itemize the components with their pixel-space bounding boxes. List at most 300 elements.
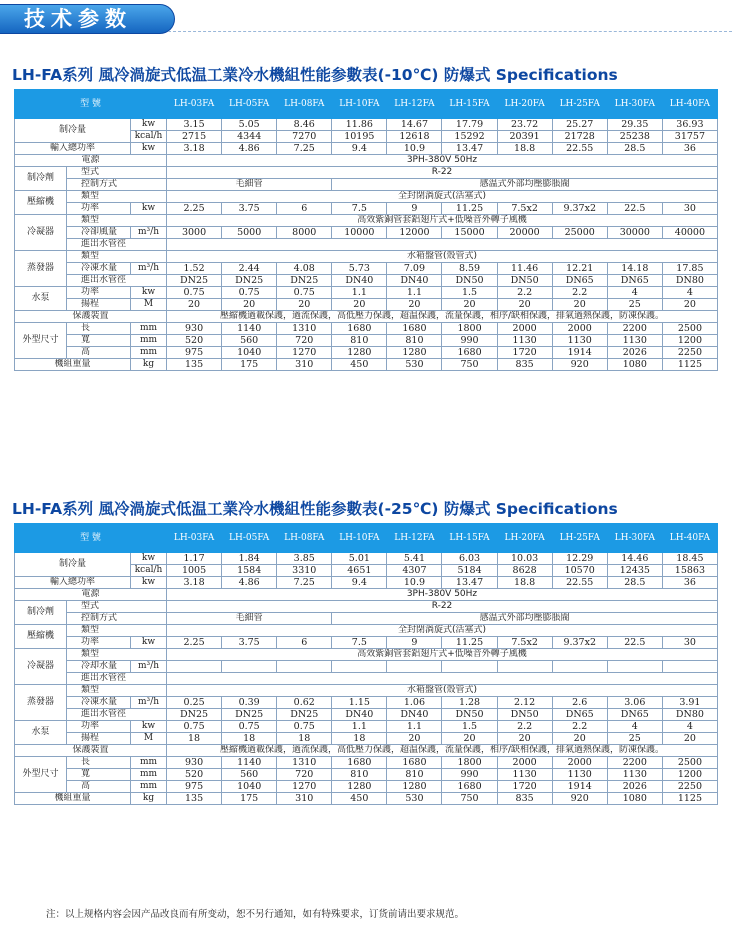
value-cell: 29.35: [607, 119, 662, 131]
value-cell: 21728: [552, 131, 607, 143]
sub-label: 進出水管徑: [67, 673, 167, 685]
span-value: 全封閉渦旋式(活塞式): [167, 625, 718, 637]
value-cell: 20391: [497, 131, 552, 143]
value-cell: 135: [167, 359, 222, 371]
model-header: LH-25FA: [552, 90, 607, 119]
value-cell: 1130: [607, 335, 662, 347]
unit-cell: kw: [131, 203, 167, 215]
value-cell: DN40: [332, 709, 387, 721]
value-cell: 1720: [497, 781, 552, 793]
value-cell: 5.41: [387, 553, 442, 565]
sub-label: 寬: [67, 769, 131, 781]
value-cell: 2000: [497, 757, 552, 769]
value-cell: 1130: [607, 769, 662, 781]
value-cell: 1.1: [332, 721, 387, 733]
value-cell: 2000: [552, 323, 607, 335]
span-value: 全封閉渦旋式(活塞式): [167, 191, 718, 203]
table-row: [15, 167, 718, 179]
sub-label: 冷凍水量: [67, 263, 131, 275]
value-cell: 7270: [277, 131, 332, 143]
value-cell: 13.47: [442, 577, 497, 589]
table-row: [15, 685, 718, 697]
row-label: 輸入總功率: [15, 143, 131, 155]
unit-cell: mm: [131, 335, 167, 347]
value-cell: 9.37x2: [552, 637, 607, 649]
span-value: 3PH-380V 50Hz: [167, 155, 718, 167]
value-cell: 20: [167, 299, 222, 311]
value-cell: 1.84: [222, 553, 277, 565]
value-cell: 3.18: [167, 143, 222, 155]
value-cell: 1680: [387, 757, 442, 769]
unit-cell: kg: [131, 359, 167, 371]
value-cell: 1.52: [167, 263, 222, 275]
value-cell: 7.25: [277, 577, 332, 589]
value-cell: 36.93: [662, 119, 717, 131]
value-cell: 1.1: [387, 287, 442, 299]
value-cell: 1720: [497, 347, 552, 359]
sub-label: 功率: [67, 637, 131, 649]
table-2-title: LH-FA系列 風冷渦旋式低温工業冷水機組性能参數表(-25℃) 防爆式 Specifications: [12, 500, 618, 518]
value-cell: 2.44: [222, 263, 277, 275]
table-row: [15, 359, 718, 371]
value-cell: 1.28: [442, 697, 497, 709]
value-cell: 1280: [387, 347, 442, 359]
unit-cell: mm: [131, 769, 167, 781]
value-cell: 18: [167, 733, 222, 745]
value-cell: 20: [277, 299, 332, 311]
value-cell: 990: [442, 335, 497, 347]
value-cell: 1280: [387, 781, 442, 793]
value-cell: DN80: [662, 709, 717, 721]
value-cell: 920: [552, 793, 607, 805]
value-cell: 2500: [662, 757, 717, 769]
page-title: 技术参数: [0, 4, 175, 34]
table-row: [15, 215, 718, 227]
row-label: 制冷劑: [15, 167, 67, 191]
value-cell: 2250: [662, 781, 717, 793]
empty-cell: [167, 673, 718, 685]
unit-cell: mm: [131, 757, 167, 769]
value-cell: 8.59: [442, 263, 497, 275]
row-label: 制冷量: [15, 119, 131, 143]
model-header: LH-05FA: [222, 90, 277, 119]
value-cell: 18: [277, 733, 332, 745]
value-cell: 0.75: [167, 287, 222, 299]
row-label: 水泵: [15, 721, 67, 745]
value-cell: 22.5: [607, 203, 662, 215]
sub-label: 功率: [67, 203, 131, 215]
value-cell: 0.75: [222, 287, 277, 299]
value-cell: 1005: [167, 565, 222, 577]
value-cell: 9.4: [332, 577, 387, 589]
value-cell: [552, 661, 607, 673]
span-value: 感温式外部均壓膨脹閥: [332, 613, 718, 625]
table-row: [15, 673, 718, 685]
value-cell: 15000: [442, 227, 497, 239]
value-cell: 930: [167, 757, 222, 769]
table-1-title: LH-FA系列 風冷渦旋式低温工業冷水機組性能参數表(-10℃) 防爆式 Specifications: [12, 66, 618, 84]
row-label: 電源: [15, 155, 167, 167]
table-row: [15, 553, 718, 565]
value-cell: 22.55: [552, 143, 607, 155]
value-cell: 810: [387, 335, 442, 347]
unit-cell: m³/h: [131, 661, 167, 673]
row-label: 壓縮機: [15, 625, 67, 649]
value-cell: [497, 661, 552, 673]
table-row: [15, 263, 718, 275]
sub-label: 寬: [67, 335, 131, 347]
value-cell: 0.75: [222, 721, 277, 733]
table-row: [15, 625, 718, 637]
value-cell: 2.6: [552, 697, 607, 709]
value-cell: 560: [222, 335, 277, 347]
value-cell: 530: [387, 793, 442, 805]
sub-label: 類型: [67, 685, 167, 697]
value-cell: 12.21: [552, 263, 607, 275]
value-cell: 7.09: [387, 263, 442, 275]
value-cell: 7.5x2: [497, 203, 552, 215]
row-label: 外型尺寸: [15, 757, 67, 793]
value-cell: 7.5: [332, 637, 387, 649]
value-cell: 31757: [662, 131, 717, 143]
model-header: LH-03FA: [167, 524, 222, 553]
table-row: [15, 299, 718, 311]
value-cell: 1914: [552, 781, 607, 793]
value-cell: 20: [332, 299, 387, 311]
value-cell: 9.4: [332, 143, 387, 155]
value-cell: DN40: [332, 275, 387, 287]
value-cell: 5184: [442, 565, 497, 577]
value-cell: 0.75: [167, 721, 222, 733]
row-label: 外型尺寸: [15, 323, 67, 359]
value-cell: 1680: [442, 347, 497, 359]
unit-cell: kg: [131, 793, 167, 805]
value-cell: 2.25: [167, 637, 222, 649]
value-cell: 2.2: [552, 287, 607, 299]
unit-cell: m³/h: [131, 227, 167, 239]
value-cell: 560: [222, 769, 277, 781]
value-cell: 1310: [277, 757, 332, 769]
value-cell: 1130: [552, 769, 607, 781]
model-header: LH-40FA: [662, 524, 717, 553]
value-cell: 1040: [222, 347, 277, 359]
value-cell: 975: [167, 347, 222, 359]
value-cell: DN65: [552, 275, 607, 287]
value-cell: 920: [552, 359, 607, 371]
value-cell: 10000: [332, 227, 387, 239]
table-row: [15, 347, 718, 359]
table-row: [15, 745, 718, 757]
value-cell: 1800: [442, 757, 497, 769]
value-cell: 1270: [277, 347, 332, 359]
value-cell: DN25: [167, 275, 222, 287]
model-header: LH-10FA: [332, 524, 387, 553]
row-label: 制冷劑: [15, 601, 67, 625]
value-cell: 18.8: [497, 143, 552, 155]
span-value: 壓縮機過載保護，過流保護，高低壓力保護，超温保護，流量保護，相序/缺相保護，排氣過熱保護，防凍保護。: [167, 311, 718, 323]
value-cell: 1310: [277, 323, 332, 335]
value-cell: 1.06: [387, 697, 442, 709]
value-cell: 175: [222, 359, 277, 371]
table-row: [15, 203, 718, 215]
value-cell: 9: [387, 203, 442, 215]
span-value: 毛細管: [167, 179, 332, 191]
value-cell: 2715: [167, 131, 222, 143]
row-label: 機組重量: [15, 793, 131, 805]
model-header: 型 號: [15, 90, 167, 119]
value-cell: 1125: [662, 793, 717, 805]
value-cell: 18.45: [662, 553, 717, 565]
value-cell: 22.5: [607, 637, 662, 649]
model-header: 型 號: [15, 524, 167, 553]
value-cell: 25238: [607, 131, 662, 143]
value-cell: 4: [607, 287, 662, 299]
sub-label: 型式: [67, 167, 167, 179]
sub-label: 冷却水量: [67, 661, 131, 673]
sub-label: 功率: [67, 287, 131, 299]
value-cell: 4307: [387, 565, 442, 577]
unit-cell: kw: [131, 287, 167, 299]
value-cell: [222, 661, 277, 673]
footnote: 注：以上规格内容会因产品改良而有所变动，恕不另行通知，如有特殊要求，订货前请出要求规范。: [46, 909, 465, 920]
value-cell: 1140: [222, 757, 277, 769]
value-cell: 18: [332, 733, 387, 745]
value-cell: DN40: [387, 275, 442, 287]
unit-cell: kw: [131, 143, 167, 155]
table-row: [15, 769, 718, 781]
value-cell: 14.18: [607, 263, 662, 275]
sub-label: 長: [67, 323, 131, 335]
value-cell: 8.46: [277, 119, 332, 131]
value-cell: 6.03: [442, 553, 497, 565]
value-cell: 1.17: [167, 553, 222, 565]
value-cell: 5.73: [332, 263, 387, 275]
value-cell: 1800: [442, 323, 497, 335]
value-cell: DN65: [607, 709, 662, 721]
value-cell: [332, 661, 387, 673]
value-cell: 3.75: [222, 637, 277, 649]
value-cell: 30: [662, 637, 717, 649]
value-cell: 30: [662, 203, 717, 215]
unit-cell: kw: [131, 721, 167, 733]
value-cell: 1280: [332, 347, 387, 359]
value-cell: 1270: [277, 781, 332, 793]
value-cell: 175: [222, 793, 277, 805]
value-cell: 2.2: [497, 721, 552, 733]
span-value: 水箱盤管(殼管式): [167, 251, 718, 263]
value-cell: 4: [662, 287, 717, 299]
spec-table-2: [14, 523, 718, 805]
model-header: LH-08FA: [277, 90, 332, 119]
spec-table-1: [14, 89, 718, 371]
sub-label: 類型: [67, 251, 167, 263]
sub-label: 進出水管徑: [67, 275, 167, 287]
value-cell: 11.46: [497, 263, 552, 275]
table-row: [15, 251, 718, 263]
sub-label: 進出水管徑: [67, 709, 167, 721]
value-cell: 4.86: [222, 143, 277, 155]
sub-label: 冷凍水量: [67, 697, 131, 709]
unit-cell: kw: [131, 553, 167, 565]
value-cell: 20: [387, 733, 442, 745]
value-cell: 36: [662, 143, 717, 155]
value-cell: 990: [442, 769, 497, 781]
value-cell: 17.79: [442, 119, 497, 131]
row-label: 壓縮機: [15, 191, 67, 215]
value-cell: 20: [387, 299, 442, 311]
value-cell: DN25: [167, 709, 222, 721]
row-label: 電源: [15, 589, 167, 601]
value-cell: DN50: [497, 275, 552, 287]
value-cell: 15292: [442, 131, 497, 143]
value-cell: 520: [167, 335, 222, 347]
value-cell: 2500: [662, 323, 717, 335]
value-cell: 1680: [332, 757, 387, 769]
value-cell: 6: [277, 637, 332, 649]
sub-label: 揚程: [67, 299, 131, 311]
table-row: [15, 275, 718, 287]
value-cell: 2026: [607, 781, 662, 793]
value-cell: DN25: [222, 275, 277, 287]
value-cell: 11.25: [442, 203, 497, 215]
value-cell: 3.75: [222, 203, 277, 215]
value-cell: 3.15: [167, 119, 222, 131]
value-cell: 17.85: [662, 263, 717, 275]
value-cell: 4651: [332, 565, 387, 577]
unit-cell: mm: [131, 347, 167, 359]
value-cell: 1200: [662, 769, 717, 781]
sub-label: 長: [67, 757, 131, 769]
value-cell: 720: [277, 769, 332, 781]
unit-cell: kw: [131, 637, 167, 649]
span-value: 壓縮機過載保護，過流保護，高低壓力保護，超温保護，流量保護，相序/缺相保護，排氣過熱保護，防凍保護。: [167, 745, 718, 757]
value-cell: DN40: [387, 709, 442, 721]
value-cell: 3310: [277, 565, 332, 577]
value-cell: 0.25: [167, 697, 222, 709]
value-cell: DN65: [607, 275, 662, 287]
model-header: LH-15FA: [442, 90, 497, 119]
value-cell: [662, 661, 717, 673]
value-cell: DN50: [442, 709, 497, 721]
value-cell: [167, 661, 222, 673]
table-row: [15, 239, 718, 251]
value-cell: 5.05: [222, 119, 277, 131]
table-row: [15, 793, 718, 805]
value-cell: 4: [607, 721, 662, 733]
value-cell: 3.91: [662, 697, 717, 709]
span-value: 3PH-380V 50Hz: [167, 589, 718, 601]
model-header: LH-20FA: [497, 524, 552, 553]
sub-label: 高: [67, 347, 131, 359]
value-cell: 20: [442, 733, 497, 745]
sub-label: 高: [67, 781, 131, 793]
span-value: 高效紫銅管套鋁翅片式+低噪音外轉子風機: [167, 649, 718, 661]
header-bar: [0, 0, 732, 38]
value-cell: 15863: [662, 565, 717, 577]
value-cell: 22.55: [552, 577, 607, 589]
value-cell: 25: [607, 733, 662, 745]
value-cell: 135: [167, 793, 222, 805]
value-cell: [387, 661, 442, 673]
span-value: 水箱盤管(殼管式): [167, 685, 718, 697]
value-cell: 0.75: [277, 287, 332, 299]
row-label: 保護裝置: [15, 745, 167, 757]
span-value: R-22: [167, 601, 718, 613]
table-row: [15, 287, 718, 299]
value-cell: 20000: [497, 227, 552, 239]
sub-label: 進出水管徑: [67, 239, 167, 251]
value-cell: 2.12: [497, 697, 552, 709]
value-cell: DN80: [662, 275, 717, 287]
table-row: [15, 721, 718, 733]
row-label: 保護裝置: [15, 311, 167, 323]
row-label: 冷凝器: [15, 649, 67, 685]
row-label: 蒸發器: [15, 685, 67, 721]
value-cell: 25000: [552, 227, 607, 239]
value-cell: 1.5: [442, 721, 497, 733]
table-row: [15, 335, 718, 347]
model-header: LH-03FA: [167, 90, 222, 119]
value-cell: 4344: [222, 131, 277, 143]
value-cell: [442, 661, 497, 673]
value-cell: DN25: [277, 709, 332, 721]
value-cell: 10.9: [387, 143, 442, 155]
table-row: [15, 697, 718, 709]
table-row: [15, 524, 718, 553]
value-cell: 810: [387, 769, 442, 781]
span-value: 感温式外部均壓膨脹閥: [332, 179, 718, 191]
value-cell: 10570: [552, 565, 607, 577]
table-row: [15, 143, 718, 155]
value-cell: 835: [497, 359, 552, 371]
value-cell: DN65: [552, 709, 607, 721]
table-row: [15, 661, 718, 673]
value-cell: 12.29: [552, 553, 607, 565]
value-cell: 25.27: [552, 119, 607, 131]
table-row: [15, 311, 718, 323]
value-cell: 20: [497, 733, 552, 745]
table-row: [15, 90, 718, 119]
value-cell: 2.2: [552, 721, 607, 733]
empty-cell: [167, 239, 718, 251]
model-header: LH-15FA: [442, 524, 497, 553]
table-row: [15, 155, 718, 167]
value-cell: 8000: [277, 227, 332, 239]
value-cell: 1130: [552, 335, 607, 347]
sub-label: 控制方式: [67, 613, 167, 625]
value-cell: 20: [442, 299, 497, 311]
value-cell: 11.86: [332, 119, 387, 131]
table-row: [15, 323, 718, 335]
table-row: [15, 179, 718, 191]
model-header: LH-40FA: [662, 90, 717, 119]
value-cell: 1080: [607, 793, 662, 805]
value-cell: 1680: [387, 323, 442, 335]
value-cell: 20: [662, 733, 717, 745]
model-header: LH-10FA: [332, 90, 387, 119]
value-cell: 20: [552, 733, 607, 745]
value-cell: 810: [332, 335, 387, 347]
model-header: LH-12FA: [387, 90, 442, 119]
unit-cell: kcal/h: [131, 565, 167, 577]
row-label: 冷凝器: [15, 215, 67, 251]
value-cell: 1584: [222, 565, 277, 577]
value-cell: 450: [332, 793, 387, 805]
value-cell: 1914: [552, 347, 607, 359]
value-cell: 810: [332, 769, 387, 781]
value-cell: 14.46: [607, 553, 662, 565]
model-header: LH-30FA: [607, 524, 662, 553]
